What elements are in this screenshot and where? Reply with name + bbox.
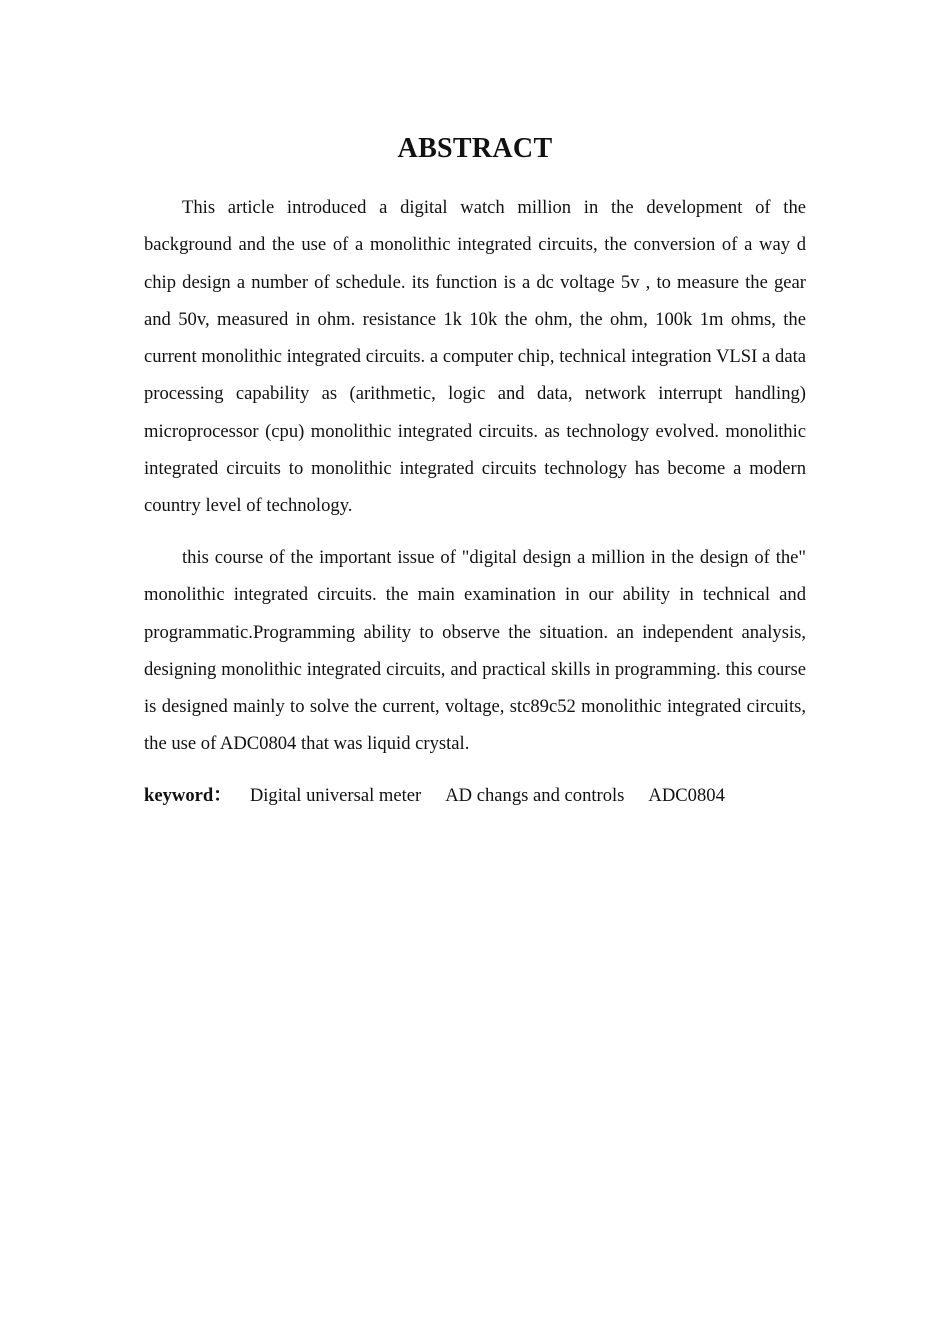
keywords-line — [144, 777, 806, 814]
abstract-paragraph-2: this course of the important issue of "digital design a million in the design of the" monolithic integrated circuits. the main examination in our ability in technical and programmatic.Programming ability to observe the situation. an independent analysis, designing monolithic integrated circuits, and practical skills in programming. this course is designed mainly to solve the current, voltage, stc89c52 monolithic integrated circuits, the use of ADC0804 that was liquid crystal. — [144, 547, 806, 755]
keyword-item: Digital universal meter — [249, 785, 422, 806]
abstract-paragraph-1: This article introduced a digital watch million in the development of the background and the use of a monolithic integrated circuits, the conversion of a way d chip design a number of schedule. its function is a dc voltage 5v , to measure the gear and 50v, measured in ohm. resistance 1k 10k the ohm, the ohm, 100k 1m ohms, the current monolithic integrated circuits. a computer chip, technical integration VLSI a data processing capability as (arithmetic, logic and data, network interrupt handling) microprocessor (cpu) monolithic integrated circuits. as technology evolved. monolithic integrated circuits to monolithic integrated circuits technology has become a modern country level of technology. — [144, 197, 806, 517]
keywords-label: keyword： — [144, 785, 232, 806]
keyword-item: ADC0804 — [648, 785, 725, 806]
keyword-item: AD changs and controls — [445, 785, 625, 806]
abstract-title: ABSTRACT — [397, 133, 553, 164]
